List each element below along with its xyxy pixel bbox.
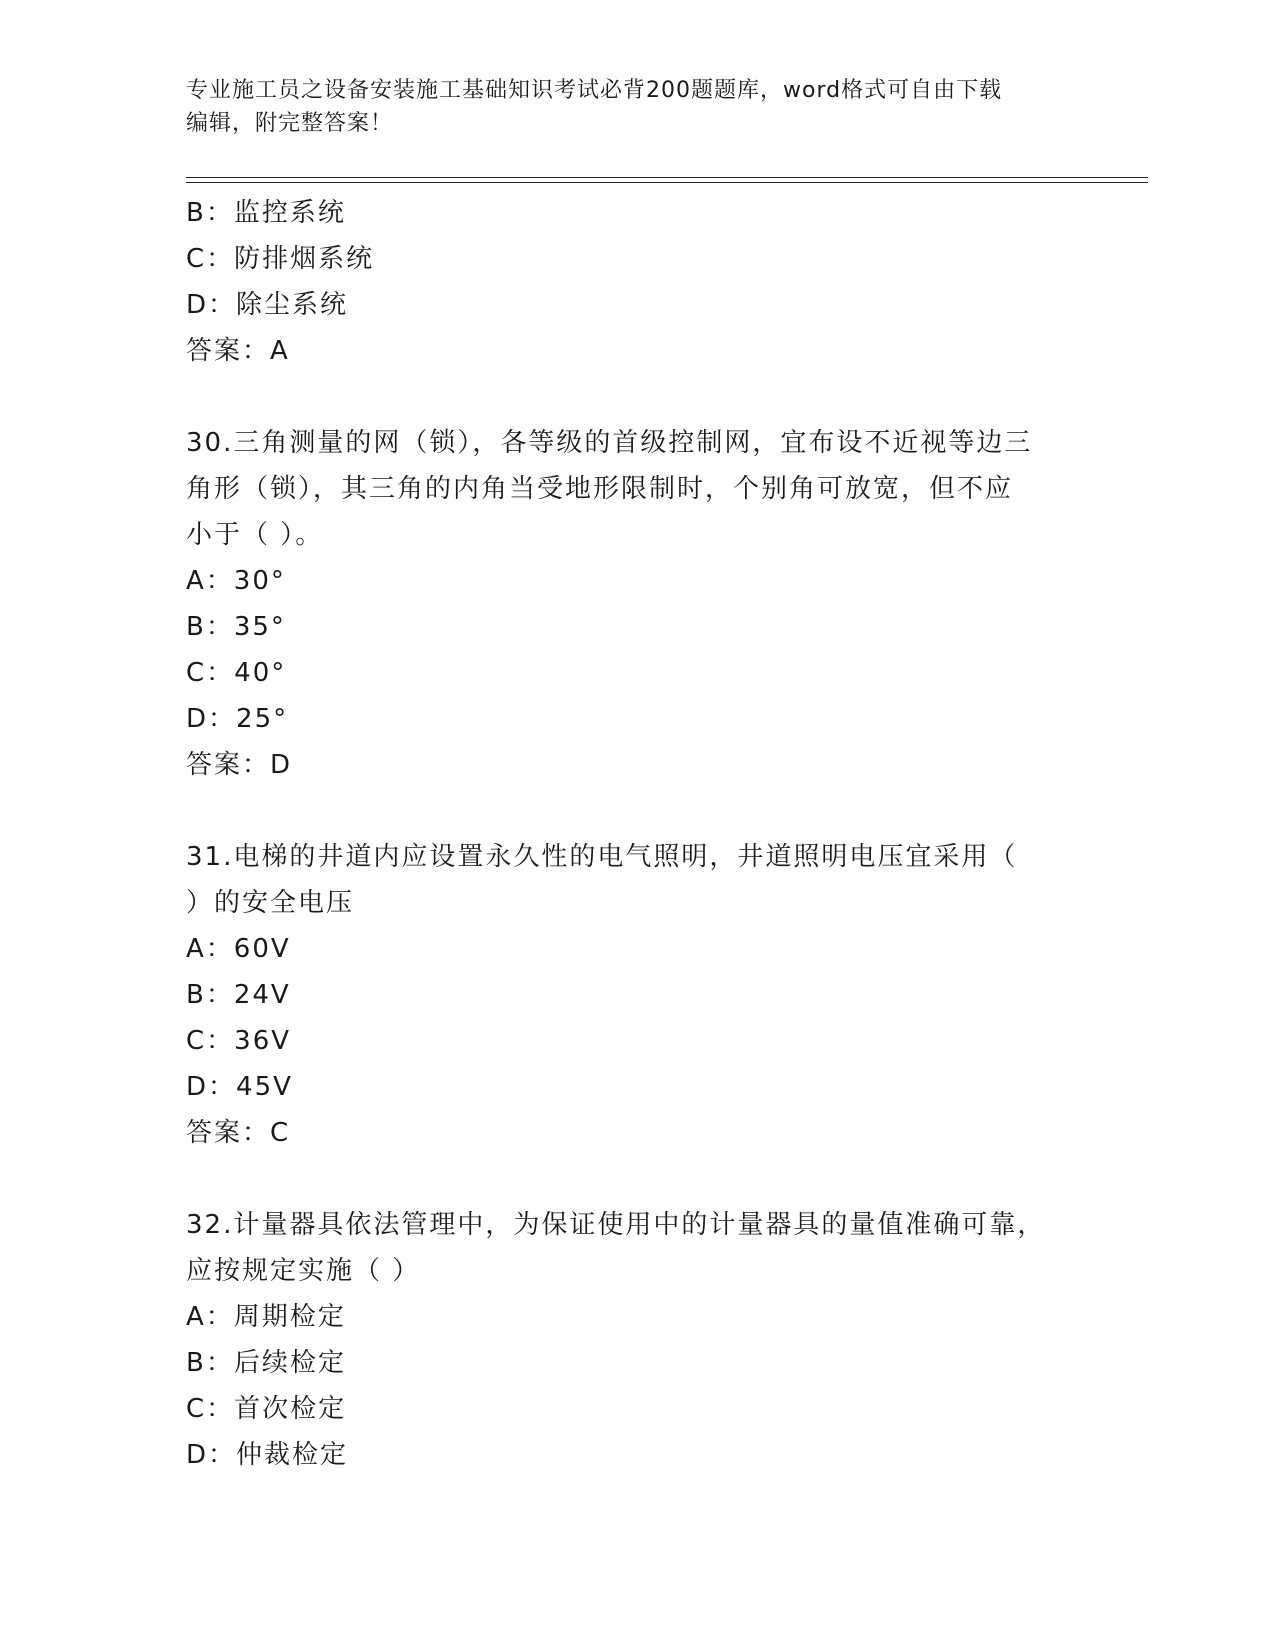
question-30 [186, 420, 1086, 788]
answer-line: 答案：C [186, 1118, 291, 1148]
document-body [186, 190, 1086, 1478]
option-a: A：30° [186, 566, 286, 596]
document-header [186, 74, 1066, 140]
spacer [186, 374, 1086, 420]
option-a: A：周期检定 [186, 1302, 346, 1332]
prev-question-block [186, 190, 1086, 374]
option-d: D：除尘系统 [186, 290, 349, 320]
question-text-line: 31.电梯的井道内应设置永久性的电气照明，井道照明电压宜采用（ [186, 842, 1018, 872]
question-text-line: 角形（锁），其三角的内角当受地形限制时，个别角可放宽，但不应 [186, 474, 1014, 504]
option-a: A：60V [186, 934, 291, 964]
option-c: C：防排烟系统 [186, 244, 375, 274]
option-b: B：35° [186, 612, 286, 642]
question-text-line: 32.计量器具依法管理中，为保证使用中的计量器具的量值准确可靠， [186, 1210, 1046, 1240]
answer-line: 答案：A [186, 336, 290, 366]
header-line-2: 编辑，附完整答案！ [186, 111, 394, 136]
header-divider-bottom [186, 182, 1148, 183]
header-divider-top [186, 177, 1148, 178]
question-32 [186, 1202, 1086, 1478]
option-b: B：后续检定 [186, 1348, 346, 1378]
option-b: B：24V [186, 980, 291, 1010]
spacer [186, 788, 1086, 834]
question-text-line: ）的安全电压 [186, 888, 355, 918]
answer-line: 答案：D [186, 750, 293, 780]
option-c: C：36V [186, 1026, 292, 1056]
option-b: B：监控系统 [186, 198, 346, 228]
option-c: C：40° [186, 658, 287, 688]
question-text-line: 30.三角测量的网（锁），各等级的首级控制网，宜布设不近视等边三 [186, 428, 1033, 458]
option-c: C：首次检定 [186, 1394, 347, 1424]
option-d: D：45V [186, 1072, 293, 1102]
spacer [186, 1156, 1086, 1202]
question-31 [186, 834, 1086, 1156]
question-text-line: 小于（ ）。 [186, 520, 324, 550]
question-text-line: 应按规定实施（ ） [186, 1256, 421, 1286]
header-line-1: 专业施工员之设备安装施工基础知识考试必背200题题库，word格式可自由下载 [186, 78, 1003, 103]
option-d: D：25° [186, 704, 289, 734]
option-d: D：仲裁检定 [186, 1440, 349, 1470]
